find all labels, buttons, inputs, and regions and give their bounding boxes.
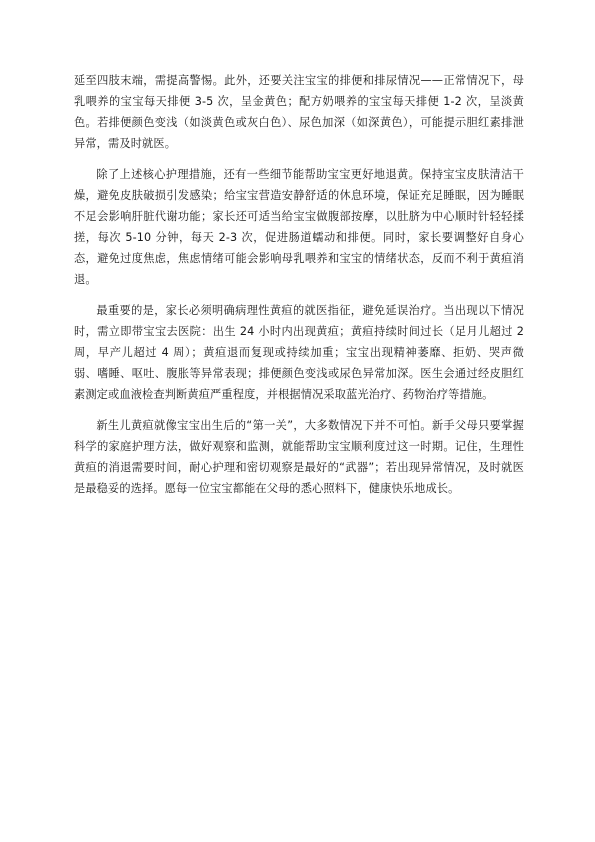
document-body	[74, 70, 524, 509]
paragraph-conclusion: 新生儿黄疸就像宝宝出生后的“第一关”，大多数情况下并不可怕。新手父母只要掌握科学的家庭护理方法，做好观察和监测，就能帮助宝宝顺利度过这一时期。记住，生理性黄疸的消退需要时间，耐心护理和密切观察是最好的“武器”；若出现异常情况，及时就医是最稳妥的选择。愿每一位宝宝都能在父母的悉心照料下，健康快乐地成长。	[74, 419, 524, 495]
paragraph-medical-indicators: 最重要的是，家长必须明确病理性黄疸的就医指征，避免延误治疗。当出现以下情况时，需立即带宝宝去医院：出生 24 小时内出现黄疸；黄疸持续时间过长（足月儿超过 2 周，早产儿超过 4 周）；黄疸退而复现或持续加重；宝宝出现精神萎靡、拒奶、哭声微弱、嗜睡、呕吐、腹胀等异常表现；排便颜色变浅或尿色异常加深。医生会通过经皮胆红素测定或血液检查判断黄疸严重程度，并根据情况采取蓝光治疗、药物治疗等措施。	[74, 304, 524, 401]
paragraph-continuation: 延至四肢末端，需提高警惕。此外，还要关注宝宝的排便和排尿情况——正常情况下，母乳喂养的宝宝每天排便 3-5 次，呈金黄色；配方奶喂养的宝宝每天排便 1-2 次，呈淡黄色。若排便颜色变浅（如淡黄色或灰白色）、尿色加深（如深黄色），可能提示胆红素排泄异常，需及时就医。	[74, 74, 524, 150]
paragraph-care-details: 除了上述核心护理措施，还有一些细节能帮助宝宝更好地退黄。保持宝宝皮肤清洁干燥，避免皮肤破损引发感染；给宝宝营造安静舒适的休息环境，保证充足睡眠，因为睡眠不足会影响肝脏代谢功能；家长还可适当给宝宝做腹部按摩，以肚脐为中心顺时针轻轻揉搓，每次 5-10 分钟，每天 2-3 次，促进肠道蠕动和排便。同时，家长要调整好自身心态，避免过度焦虑，焦虑情绪可能会影响母乳喂养和宝宝的情绪状态，反而不利于黄疸消退。	[74, 168, 524, 286]
